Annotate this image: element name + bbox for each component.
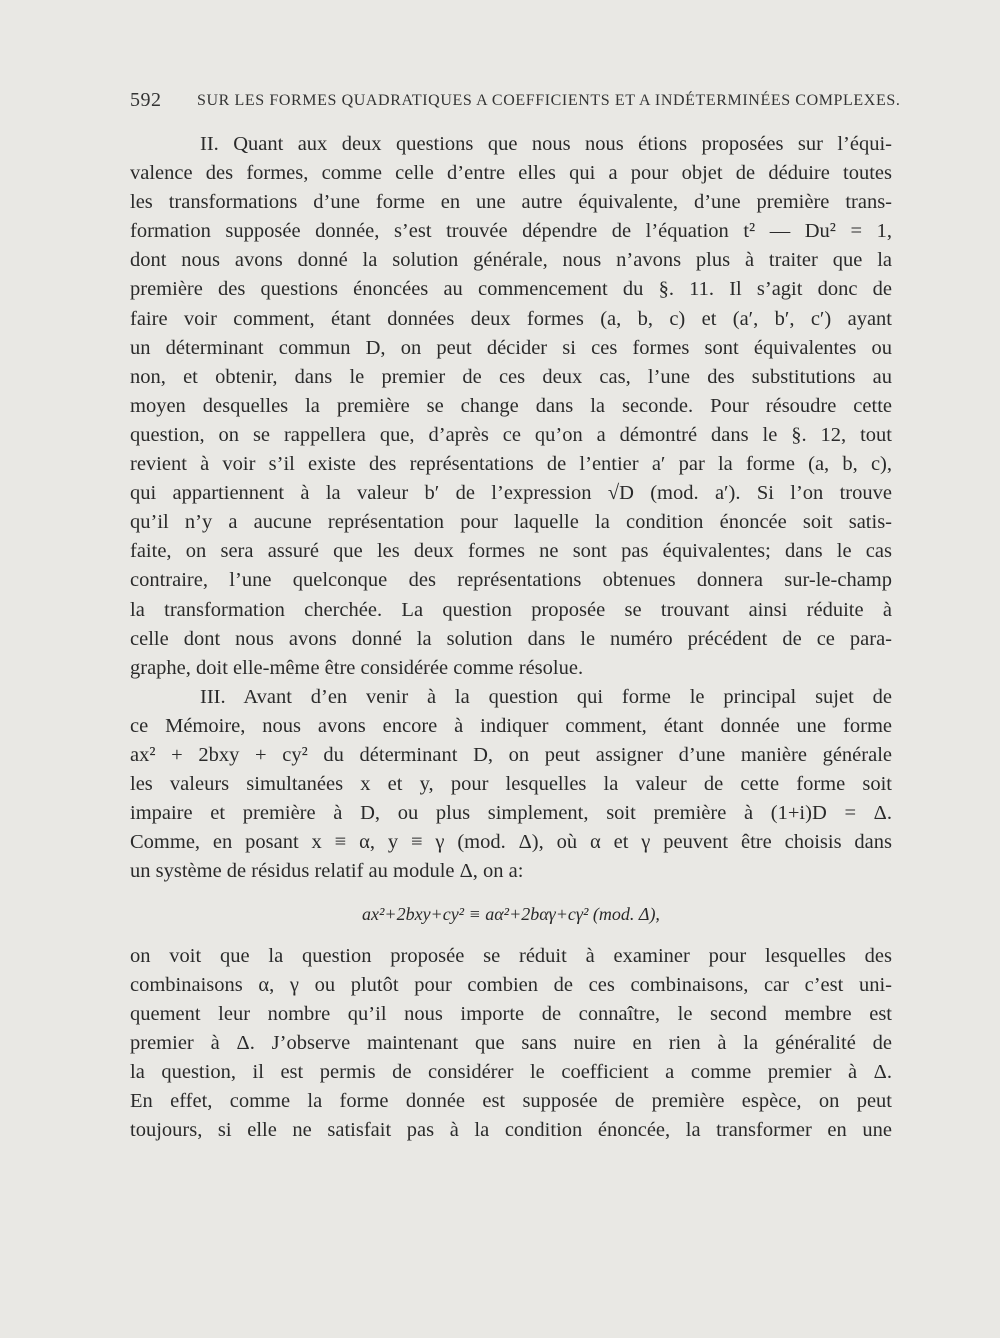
text-line: un déterminant commun D, on peut décider si ces formes sont équivalentes ou bbox=[130, 336, 892, 359]
page-number: 592 bbox=[130, 89, 162, 111]
text-line: revient à voir s’il existe des représentations de l’entier a′ par la forme (a, b, c), bbox=[130, 453, 892, 476]
text-line: premier à Δ. J’observe maintenant que sans nuire en rien à la généralité de bbox=[130, 1031, 892, 1054]
text-line: première des questions énoncées au commencement du §. 11. Il s’agit donc de bbox=[130, 278, 892, 301]
text-line: qu’il n’y a aucune représentation pour laquelle la condition énoncée soit satis- bbox=[130, 511, 892, 534]
text-line: III. Avant d’en venir à la question qui forme le principal sujet de bbox=[200, 685, 892, 708]
text-line: la question, il est permis de considérer le coefficient a comme premier à Δ. bbox=[130, 1060, 892, 1083]
text-line: faire voir comment, étant données deux formes (a, b, c) et (a′, b′, c′) ayant bbox=[130, 307, 892, 330]
text-line: moyen desquelles la première se change dans la seconde. Pour résoudre cette bbox=[130, 394, 892, 417]
text-line: ax² + 2bxy + cy² du déterminant D, on peut assigner d’une manière générale bbox=[130, 743, 892, 766]
text-line: combinaisons α, γ ou plutôt pour combien de ces combinaisons, car c’est uni- bbox=[130, 973, 892, 996]
text-line: quement leur nombre qu’il nous importe de connaître, le second membre est bbox=[130, 1002, 892, 1025]
text-line: on voit que la question proposée se réduit à examiner pour lesquelles des bbox=[130, 944, 892, 967]
text-line: toujours, si elle ne satisfait pas à la condition énoncée, la transformer en une bbox=[130, 1119, 892, 1142]
text-line: un système de résidus relatif au module Δ, on a: bbox=[130, 860, 524, 883]
text-line: ce Mémoire, nous avons encore à indiquer comment, étant donnée une forme bbox=[130, 714, 892, 737]
text-line: valence des formes, comme celle d’entre elles qui a pour objet de déduire toutes bbox=[130, 162, 892, 185]
text-line: qui appartiennent à la valeur b′ de l’expression √D (mod. a′). Si l’on trouve bbox=[130, 482, 892, 505]
text-line: les valeurs simultanées x et y, pour lesquelles la valeur de cette forme soit bbox=[130, 773, 892, 796]
text-line: II. Quant aux deux questions que nous nous étions proposées sur l’équi- bbox=[200, 133, 892, 155]
text-line: faite, on sera assuré que les deux formes ne sont pas équivalentes; dans le cas bbox=[130, 540, 892, 563]
text-line: celle dont nous avons donné la solution dans le numéro précédent de ce para- bbox=[130, 627, 892, 650]
text-line: contraire, l’une quelconque des représentations obtenues donnera sur-le-champ bbox=[130, 569, 892, 592]
paragraph-iii bbox=[130, 683, 892, 887]
text-line: la transformation cherchée. La question proposée se trouvant ainsi réduite à bbox=[130, 598, 892, 621]
running-title: SUR LES FORMES QUADRATIQUES A COEFFICIENTS ET A INDÉTERMINÉES COMPLEXES. bbox=[197, 92, 901, 109]
text-line: impaire et première à D, ou plus simplement, soit première à (1+i)D = Δ. bbox=[130, 802, 892, 825]
text-line: formation supposée donnée, s’est trouvée dépendre de l’équation t² — Du² = 1, bbox=[130, 220, 892, 243]
text-line: question, on se rappellera que, d’après ce qu’on a démontré dans le §. 12, tout bbox=[130, 423, 892, 446]
text-line: Comme, en posant x ≡ α, y ≡ γ (mod. Δ), où α et γ peuvent être choisis dans bbox=[130, 831, 892, 854]
text-line: dont nous avons donné la solution générale, nous n’avons plus à traiter que la bbox=[130, 249, 892, 272]
paragraph-ii bbox=[130, 130, 892, 683]
paragraph-continuation bbox=[130, 942, 892, 1146]
text-line: En effet, comme la forme donnée est supposée de première espèce, on peut bbox=[130, 1090, 892, 1112]
text-line: les transformations d’une forme en une autre équivalente, d’une première trans- bbox=[130, 191, 892, 214]
display-formula: ax²+2bxy+cy² ≡ aα²+2bαγ+cγ² (mod. Δ), bbox=[362, 904, 660, 925]
text-line: graphe, doit elle-même être considérée comme résolue. bbox=[130, 656, 584, 679]
text-line: non, et obtenir, dans le premier de ces deux cas, l’une des substitutions au bbox=[130, 365, 892, 388]
body-text bbox=[130, 130, 892, 1145]
